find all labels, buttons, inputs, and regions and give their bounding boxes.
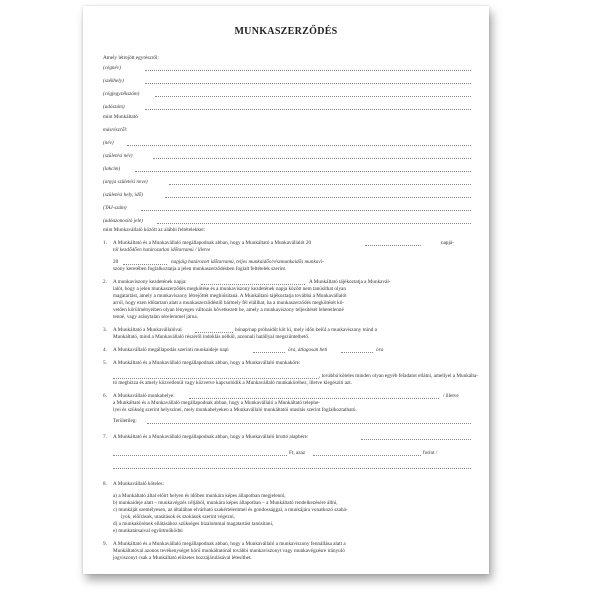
field-label-company-name: (cégnév) (103, 65, 121, 71)
weekly-hours-field[interactable] (341, 352, 373, 353)
clause-6-line-1-end: / illetve (443, 393, 459, 399)
clause-8-intro: A Munkavállaló köteles: (113, 481, 165, 487)
clause-8-item-c-line-1: c) munkáját személyesen, az általában elvárható szakértelemmel és gondossággal, a munkájára vonatkozó szabá- (113, 507, 348, 513)
clause-4-text-b: óra, átlagosan heti (288, 347, 328, 353)
clause-8-item-a: a) a Munkáltató által előírt helyen és időben munkára képes állapotban megjelenni, (113, 493, 286, 499)
clause-9-text-line-1: A Munkáltató és a Munkavállaló megállapodnak abban, hogy a Munkavállaló a munkaviszony fennállása alatt a (113, 541, 346, 547)
clause-6-text-line-2: a Munkáltató és a Munkavállaló megállapodnak abban, hogy a Munkavállaló a Munkáltató telephe- (113, 400, 321, 406)
salary-extra-field[interactable] (113, 468, 471, 469)
clause-6-text-line-3: lyei és szükség szerint helyszínei, mely munkahelyeken a Munkavállaló munkáltatói utasítás szerint foglalkoztatható. (113, 407, 357, 413)
field-label-name: (név) (103, 140, 114, 146)
registry-number-field[interactable] (155, 96, 471, 97)
clause-3-number: 3. (103, 327, 107, 333)
contract-page (83, 6, 489, 574)
base-salary-field[interactable] (361, 439, 471, 440)
clause-5-text-line-1: A Munkáltató és a Munkavállaló megállapodnak abban, hogy a Munkavállaló munkaköre: (113, 360, 301, 366)
salary-in-words-field[interactable] (313, 455, 421, 456)
employer-role: mint Munkáltató (103, 114, 138, 120)
clause-2-text-line-2: lalót, hogy a jelen munkaszerződés megkötése és a munkaviszony kezdetének napja között nem tanúsíthat olyan (113, 286, 346, 292)
daily-hours-field[interactable] (253, 352, 285, 353)
clause-7-forint-text: forint / (423, 450, 438, 456)
clause-1-number: 1. (103, 240, 107, 246)
seat-field[interactable] (145, 83, 471, 84)
clause-4-number: 4. (103, 347, 107, 353)
clause-7-currency-text: Ft, azaz (289, 450, 306, 456)
birth-name-field[interactable] (153, 158, 471, 159)
field-label-registry-number: (cégjegyzékszám) (103, 91, 140, 97)
clause-8-number: 8. (103, 481, 107, 487)
clause-1-text-line-3: napjáig határozott időtartamú, teljes munkaidős/részmunkaidős munkavi- (171, 259, 324, 265)
start-date-field[interactable] (365, 245, 421, 246)
clause-9-number: 9. (103, 541, 107, 547)
salary-amount-field[interactable] (113, 455, 287, 456)
clause-2-text-line-3: magatartást, amely a munkaviszony létrejöttét meghiúsítaná. A Munkáltató tájékoztatja továbbá a Munkavállalót (113, 293, 347, 299)
clause-8-item-e: e) munkatársaival együttműködni (113, 528, 183, 534)
employment-start-day-field[interactable] (201, 284, 305, 285)
field-label-birth-place-date: (születési hely, idő) (103, 192, 143, 198)
clause-6-number: 6. (103, 393, 107, 399)
employer-intro: Amely létrejött egyrészről: (103, 55, 159, 61)
clause-8-item-d: d) a munkakörének ellátásához szükséges bizalommal magatartást tanúsítani, (113, 521, 274, 527)
field-label-tax-id: (adóazonosító jele) (103, 218, 143, 224)
clause-6-territory-label: Területileg: (113, 418, 137, 424)
field-label-address: (lakcím) (103, 166, 121, 172)
clause-4-text-c: óra (376, 347, 384, 353)
document-title: MUNKASZERZŐDÉS (234, 26, 338, 37)
clause-7-text-line-1: A Munkáltató és a Munkavállaló megállapodnak abban, hogy a Munkavállaló bruttó alapbére: (113, 434, 309, 440)
clause-2-text-line-5: vetően körülményeiben olyan lényeges változás következett be, amely a munkaviszony teljesítését lehetetlenné (113, 307, 344, 313)
clause-8-item-c-line-2: lyok, előírások, utasítások és szokások szerint végezni, (121, 514, 235, 520)
clause-5-text-line-3: tó megbízza és amely közvetlenül vagy közvetve kapcsolódik a Munkavállaló munkaköréhez, illetve kiegészíti azt. (113, 380, 352, 386)
clause-3-text-line-1b: hónap/nap próbaidőt köt ki, mely időn belül a munkaviszony mind a (235, 327, 377, 333)
clause-8-item-b: b) munkaideje alatt – munkavégzés céljából, munkára képes állapotban – a Munkáltató rendelkezésére állni, (113, 500, 338, 506)
employee-intro: másrészről: (103, 127, 128, 133)
field-label-mother-name: (anyja születési neve) (103, 179, 148, 185)
clause-2-text-line-4: arról, hogy ezen időtartam alatt a munkaszerződéstől bármely fél elállhat, ha a munkaszerződés megkötését kö- (113, 300, 345, 306)
field-label-taj-number: (TAJ-szám) (103, 205, 127, 211)
company-name-field[interactable] (145, 70, 471, 71)
workplace-field[interactable] (189, 398, 439, 399)
clause-2-number: 2. (103, 279, 107, 285)
tax-number-field[interactable] (145, 109, 471, 110)
clause-5-text-line-2: , továbbá köteles minden olyan egyéb feladatot ellátni, amellyel a Munkálta- (319, 373, 479, 379)
clause-1-text-line-1: A Munkáltató és a Munkavállaló megállapodnak abban, hogy a Munkáltató a Munkavállalót 20 (113, 240, 312, 246)
mother-name-field[interactable] (169, 184, 471, 185)
clause-3-text-line-1a: A Munkáltató a Munkavállalóval (113, 327, 182, 333)
clause-6-text-line-1: A Munkavállaló munkahelye: (113, 393, 175, 399)
clause-1-line-1-end: napjá- (441, 240, 454, 246)
clause-1-text-line-4: szony keretében foglalkoztatja a jelen munkaszerződésben foglalt feltételek szerint. (113, 266, 287, 272)
job-role-field[interactable] (113, 378, 319, 379)
field-label-birth-name: (születési név) (103, 153, 133, 159)
employee-role: mint Munkavállaló között az alábbi feltételekkel: (103, 227, 206, 233)
clause-7-number: 7. (103, 434, 107, 440)
clause-1-year-prefix: 20 (113, 259, 119, 265)
taj-number-field[interactable] (141, 210, 471, 211)
clause-1-text-line-2: tól kezdődően határozatlan időtartamú / illetve (113, 247, 211, 253)
clause-2-text-line-1: A munkaviszony kezdetének napja: (113, 279, 187, 285)
probation-period-field[interactable] (195, 332, 233, 333)
address-field[interactable] (135, 171, 471, 172)
territory-field[interactable] (147, 423, 471, 424)
field-label-seat: (székhely) (103, 78, 124, 84)
end-date-field[interactable] (123, 264, 167, 265)
clause-5-number: 5. (103, 360, 107, 366)
clause-4-text-a: A Munkavállaló megállapodás szerinti munkaideje napi (113, 347, 229, 353)
clause-2-text-line-6: tenné, vagy aránytalan sérelemmel járna. (113, 314, 198, 320)
employee-name-field[interactable] (127, 145, 471, 146)
birth-place-date-field[interactable] (165, 197, 471, 198)
field-label-tax-number: (adószám) (103, 104, 125, 110)
clause-9-text-line-3: jogviszonyt csak a Munkáltató előzetes hozzájárulásával létesíthet. (113, 555, 252, 561)
clause-3-text-line-2: Munkáltató, mind a Munkavállaló részéről indoklás nélkül, azonnali hatállyal megszüntethető. (113, 334, 310, 340)
clause-2-line-1-end: A Munkáltató tájékoztatja a Munkavál- (309, 279, 391, 285)
clause-9-text-line-2: Munkáltatóval azonos tevékenységet körű munkáltatónál további munkaviszonyt vagy munkavégzésre irányuló (113, 548, 345, 554)
tax-id-field[interactable] (157, 223, 471, 224)
